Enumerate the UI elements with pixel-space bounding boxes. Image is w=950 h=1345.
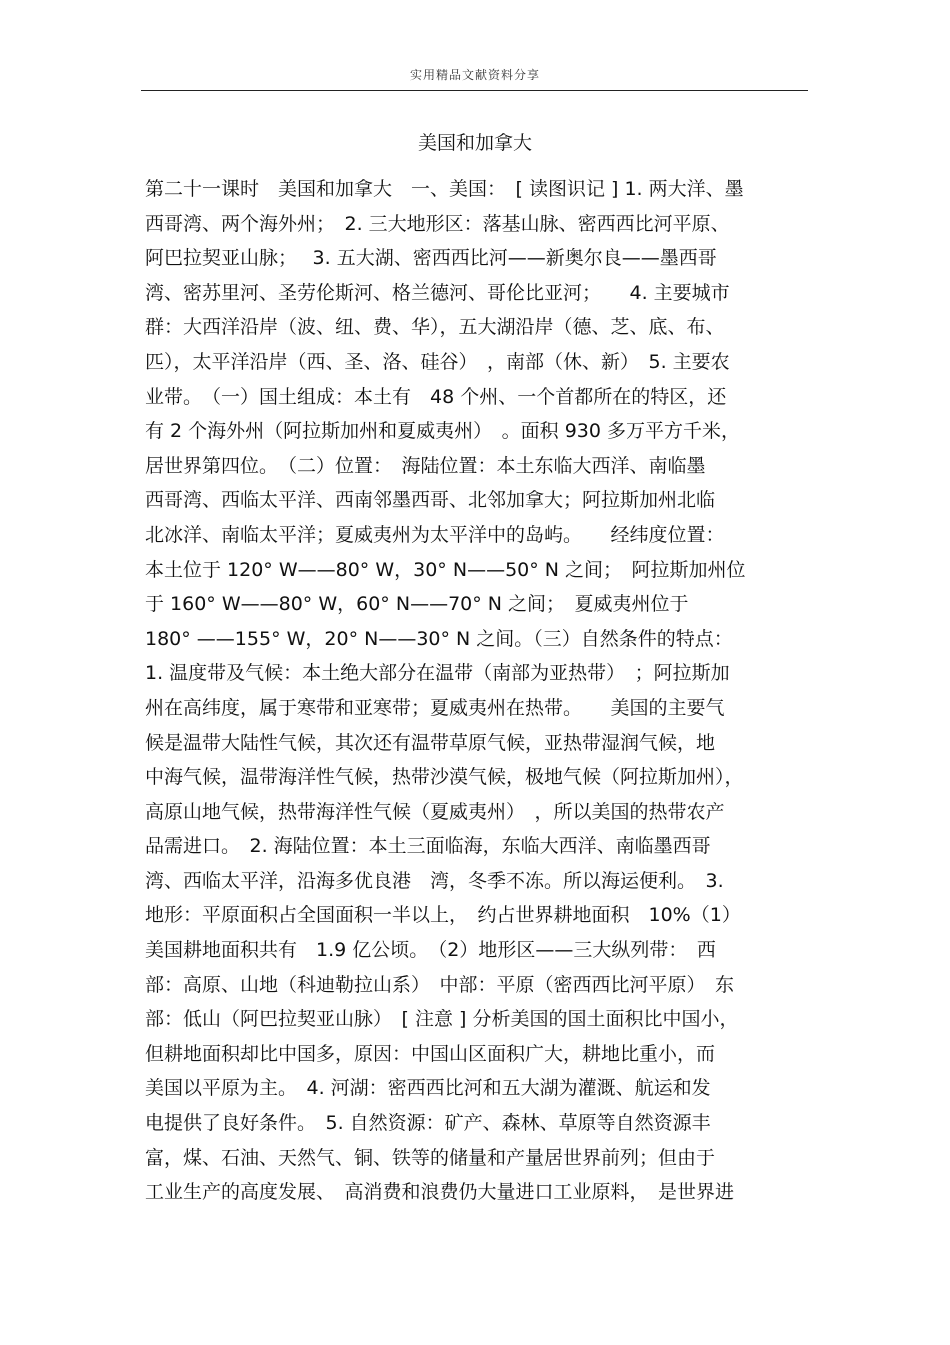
- body-line: 本土位于 120° W——80° W，30° N——50° N 之间； 阿拉斯加州位: [145, 558, 746, 581]
- body-line: 部：高原、山地（科迪勒拉山系） 中部：平原（密西西比河平原） 东: [145, 973, 735, 996]
- body-line: 中海气候，温带海洋性气候，热带沙漠气候，极地气候（阿拉斯加州），: [145, 766, 744, 789]
- body-line: 北冰洋、南临太平洋；夏威夷州为太平洋中的岛屿。 经纬度位置：: [145, 523, 725, 546]
- header-divider: [141, 90, 808, 91]
- body-line: 阿巴拉契亚山脉； 3. 五大湖、密西西比河——新奥尔良——墨西哥: [145, 247, 717, 270]
- body-line: 美国耕地面积共有 1.9 亿公顷。 （2）地形区——三大纵列带： 西: [145, 939, 716, 962]
- body-line: 居世界第四位。 （二）位置： 海陆位置：本土东临大西洋、南临墨: [145, 454, 706, 477]
- body-line: 地形：平原面积占全国面积一半以上， 约占世界耕地面积 10%（1）: [145, 904, 741, 927]
- body-line: 富，煤、石油、天然气、铜、铁等的储量和产量居世界前列；但由于: [145, 1146, 716, 1169]
- body-line: 湾、密苏里河、圣劳伦斯河、格兰德河、哥伦比亚河； 4. 主要城市: [145, 281, 730, 304]
- body-line: 高原山地气候，热带海洋性气候（夏威夷州） ，所以美国的热带农产: [145, 800, 725, 823]
- document-title: 美国和加拿大: [417, 132, 532, 154]
- body-line: 候是温带大陆性气候，其次还有温带草原气候，亚热带湿润气候，地: [145, 731, 716, 754]
- body-line: 第二十一课时 美国和加拿大 一、美国： [ 读图识记 ] 1. 两大洋、墨: [145, 178, 744, 200]
- body-line: 州在高纬度，属于寒带和亚寒带；夏威夷州在热带。 美国的主要气: [145, 696, 725, 719]
- body-line: 有 2 个海外州（阿拉斯加州和夏威夷州） 。面积 930 多万平方千米，: [145, 420, 741, 443]
- body-line: 西哥湾、西临太平洋、西南邻墨西哥、北邻加拿大；阿拉斯加州北临: [145, 489, 716, 512]
- body-line: 于 160° W——80° W，60° N——70° N 之间； 夏威夷州位于: [145, 593, 689, 616]
- body-line: 品需进口。 2. 海陆位置：本土三面临海，东临大西洋、南临墨西哥: [145, 835, 711, 858]
- body-line: 电提供了良好条件。 5. 自然资源：矿产、森林、草原等自然资源丰: [145, 1112, 711, 1135]
- body-line: 西哥湾、两个海外州； 2. 三大地形区：落基山脉、密西西比河平原、: [145, 212, 730, 235]
- body-line: 180° ——155° W，20° N——30° N 之间。（三）自然条件的特点：: [145, 627, 733, 650]
- body-line: 美国以平原为主。 4. 河湖：密西西比河和五大湖为灌溉、航运和发: [145, 1077, 711, 1100]
- body-line: 工业生产的高度发展、 高消费和浪费仍大量进口工业原料， 是世界进: [145, 1181, 735, 1204]
- body-line: 但耕地面积却比中国多，原因：中国山区面积广大，耕地比重小，而: [145, 1042, 716, 1065]
- document-body: [145, 172, 810, 1210]
- body-line: 业带。 （一）国土组成：本土有 48 个州、一个首都所在的特区，还: [145, 385, 727, 408]
- body-line: 1. 温度带及气候：本土绝大部分在温带（南部为亚热带） ；阿拉斯加: [145, 662, 730, 685]
- body-line: 湾、西临太平洋，沿海多优良港 湾，冬季不冻。所以海运便利。 3.: [145, 869, 724, 892]
- body-line: 群：大西洋沿岸（波、纽、费、华），五大湖沿岸（德、芝、底、布、: [145, 316, 725, 339]
- body-line: 匹），太平洋沿岸（西、圣、洛、硅谷） ，南部（休、新） 5. 主要农: [145, 350, 730, 373]
- page-header-text: 实用精品文献资料分享: [409, 68, 540, 82]
- body-line: 部：低山（阿巴拉契亚山脉） [ 注意 ] 分析美国的国土面积比中国小，: [145, 1008, 739, 1031]
